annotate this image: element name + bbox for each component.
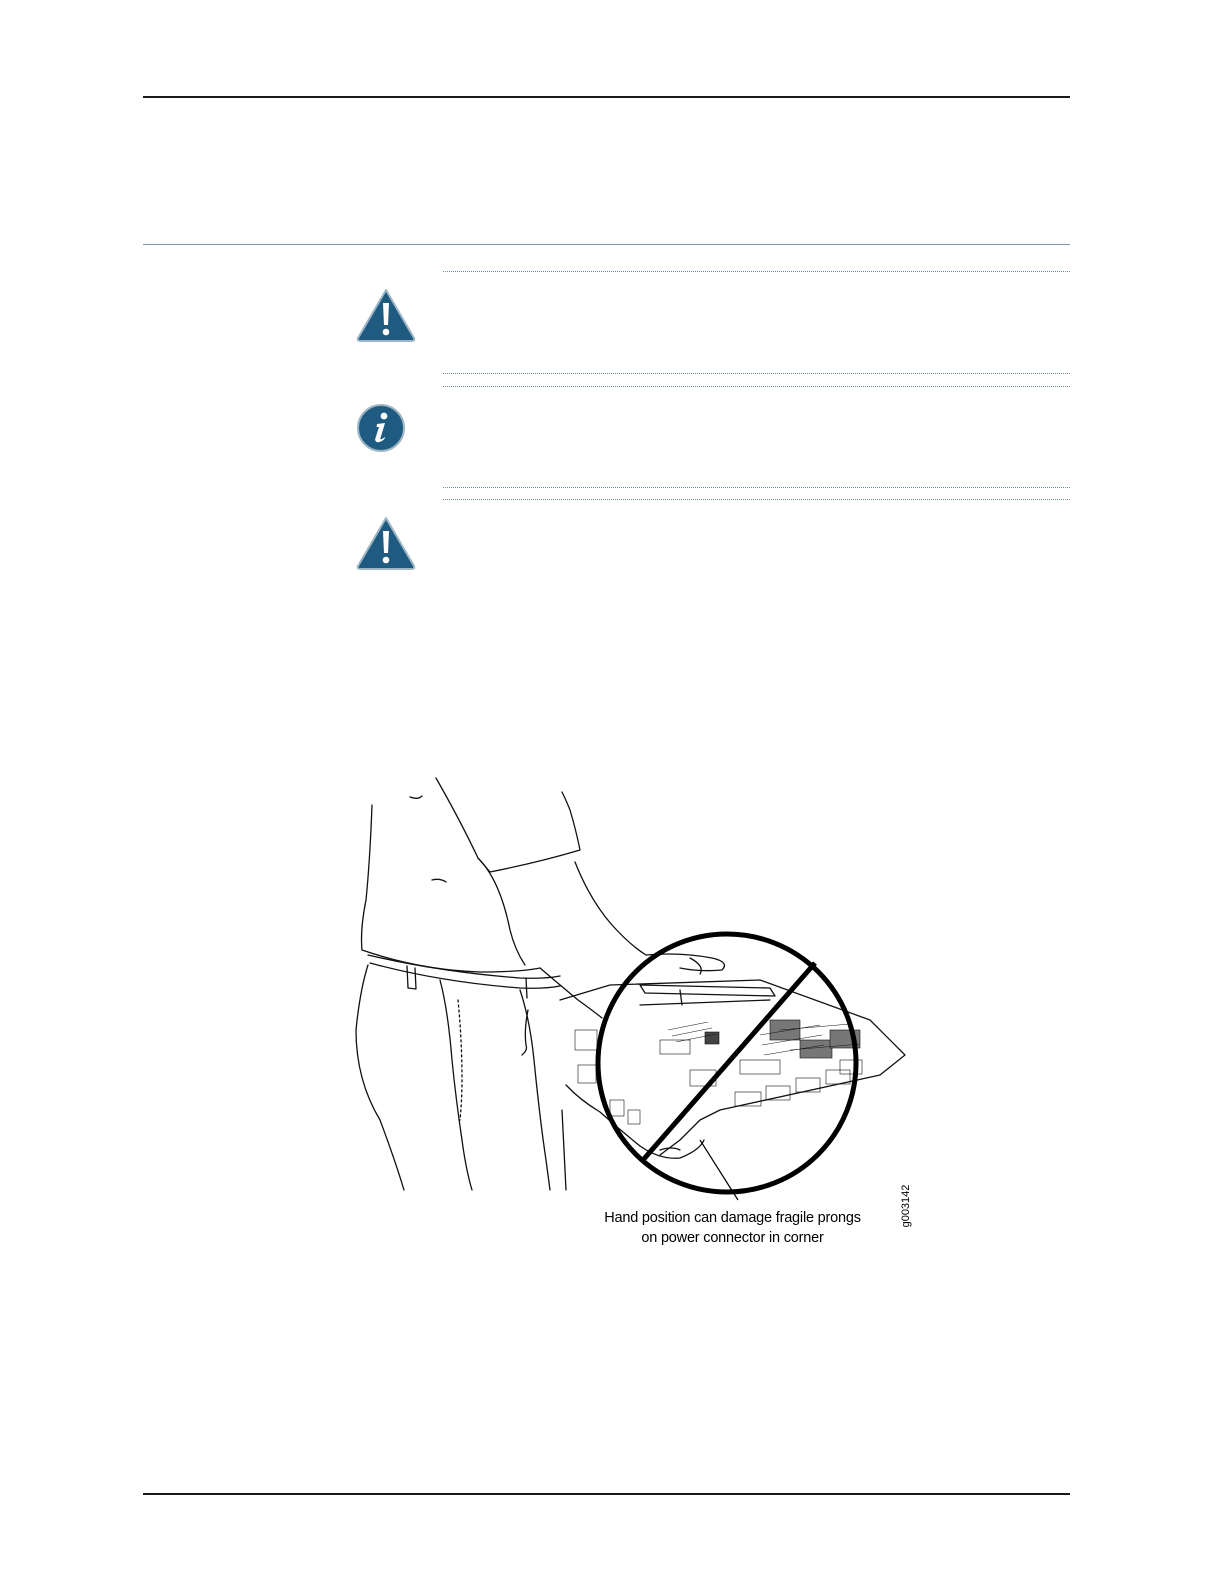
header-rule: [143, 96, 1070, 98]
section-rule: [143, 244, 1070, 245]
admonition-bottom-rule: [443, 487, 1070, 488]
footer-rule: [143, 1493, 1070, 1495]
info-circle-icon: [356, 403, 406, 453]
caption-line-2: on power connector in corner: [641, 1230, 824, 1246]
handling-illustration: [340, 770, 940, 1260]
admonition-top-rule: [443, 271, 1070, 272]
figure-id: g003142: [900, 1184, 912, 1228]
figure-caption: [600, 1208, 865, 1248]
warning-triangle-icon: [355, 515, 417, 571]
admonition-top-rule: [443, 499, 1070, 500]
warning-triangle-icon: [355, 287, 417, 343]
admonition-top-rule: [443, 386, 1070, 387]
caption-line-1: Hand position can damage fragile prongs: [604, 1210, 861, 1226]
admonition-bottom-rule: [443, 373, 1070, 374]
